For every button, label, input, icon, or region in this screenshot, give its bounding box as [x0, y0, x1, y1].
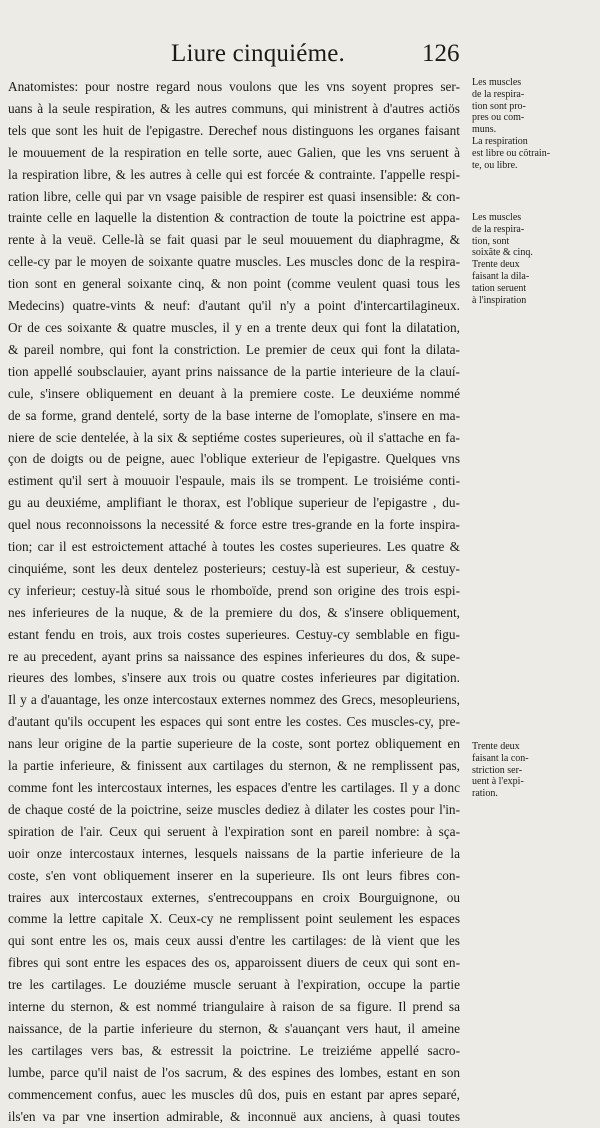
- marginal-note-line: faisant la dila-: [472, 270, 530, 282]
- text-line: le mouuement de la respiration en telle sorte, auec Galien, que les vns seruent à: [8, 144, 460, 160]
- marginal-note-line: tation seruent: [472, 282, 527, 294]
- marginal-note-line: striction ser-: [472, 764, 523, 776]
- marginal-note-line: Les muscles: [472, 77, 522, 88]
- running-title: Liure cinquiéme.: [171, 40, 345, 67]
- text-line: tion appellé soubsclauier, ayant prins naissance de la partie interieure de la clauí-: [8, 363, 460, 379]
- marginal-note-line: est libre ou cötrain-: [472, 147, 551, 159]
- marginal-note-line: muns.: [472, 124, 497, 136]
- text-line: tion; car il est estroictement attaché à toutes les costes superieures. Les quatre &: [8, 539, 460, 555]
- text-line: coste, s'en vont obliquement inserer en la superieure. Ils ont leurs fibres con-: [8, 867, 460, 883]
- text-line: rieures des lombes, s'insere aux trois ou quatre costes inferieures par digitation.: [8, 670, 460, 686]
- text-line: ils'en va par vne insertion admirable, & inconnuë aux anciens, à quasi toutes: [8, 1108, 460, 1124]
- text-line: cy inferieur; cestuy-là situé sous le rhomboïde, prend son origine des trois espi-: [8, 582, 460, 598]
- marginal-note-line: te, ou libre.: [472, 159, 518, 171]
- text-line: lumbe, parce qu'il naist de l'os sacrum, & des espines des lombes, estant en son: [8, 1064, 460, 1080]
- text-line: çon de doigts ou de peigne, auec l'oblique exterieur de l'epigastre. Quelques vns: [8, 451, 460, 467]
- text-line: spiration de l'air. Ceux qui seruent à l'expiration sont en pareil nombre: à sça-: [8, 823, 460, 839]
- marginal-note-line: Trente deux: [472, 741, 520, 752]
- text-line: les cartilages vers bas, & estressit la poictrine. Le treiziéme appellé sacro-: [8, 1042, 460, 1058]
- marginal-note-line: La respiration: [472, 135, 528, 147]
- text-line: naissance, de la partie inferieure du sternon, & s'auançant vers haut, il ameine: [8, 1020, 460, 1036]
- marginal-note: [472, 77, 596, 171]
- text-line: commencement confus, auec les muscles dû dos, puis en estant par apres separé,: [8, 1086, 460, 1102]
- text-line: de sa forme, grand dentelé, sorty de la base interne de l'omoplate, s'insere en ma-: [8, 407, 460, 423]
- text-line: nes inferieures de la nuque, & de la premiere du dos, & s'insere obliquement,: [8, 604, 460, 620]
- marginal-note-line: de la respira-: [472, 88, 525, 100]
- text-line: uans à la seule respiration, & les autres communs, qui ministrent à d'autres actiös: [8, 100, 460, 116]
- text-line: re au precedent, ayant prins sa naissance des espines inferieures du dos, & supe-: [8, 648, 460, 664]
- text-line: & pareil nombre, qui font la constriction. Le premier de ceux qui font la dilata-: [8, 341, 460, 357]
- text-line: nans leur origine de la partie superieure de la coste, sont portez obliquement en: [8, 736, 460, 752]
- text-line: tion sont en general soixante cinq, & non point (comme veulent quasi tous les: [8, 276, 460, 292]
- marginal-note-line: Les muscles: [472, 212, 522, 223]
- text-line: la partie inferieure, & finissent aux cartilages du sternon, & ne remplissent pas,: [8, 758, 460, 774]
- marginal-note-line: de la respira-: [472, 223, 525, 235]
- text-line: cule, s'insere obliquement en deuant à la premiere coste. Le deuxiéme nommé: [8, 385, 460, 401]
- marginal-note-line: tion sont pro-: [472, 100, 526, 112]
- text-line: tre les cartilages. Le douziéme muscle seruant à l'expiration, occupe la partie: [8, 977, 460, 993]
- main-text-block: [8, 76, 460, 1128]
- text-line: Medecins) quatre-vints & neuf: d'autant qu'il n'y a point d'intercartilagineux.: [8, 298, 460, 314]
- text-line: trainte celle en laquelle la distention & contraction de toute la poictrine est appa-: [8, 210, 460, 226]
- page-header: [0, 40, 600, 74]
- text-line: niere de scie dentelée, à la six & septiéme costes superieures, où il s'attache en fa-: [8, 429, 460, 445]
- text-line: Or de ces soixante & quatre muscles, il y en a trente deux qui font la dilatation,: [8, 319, 460, 335]
- marginal-note-line: soixãte & cinq.: [472, 247, 533, 259]
- marginal-note: [472, 212, 596, 306]
- page-number: 126: [422, 40, 460, 67]
- marginal-note-line: faisant la con-: [472, 752, 529, 764]
- text-line: de chaque costé de la poictrine, seize muscles dediez à dilater les costes pour l'in-: [8, 801, 460, 817]
- text-line: comme font les intercostaux internes, les espaces d'entre les cartilages. Il y a donc: [8, 780, 460, 795]
- marginal-note-line: pres ou com-: [472, 112, 525, 124]
- text-line: estant fendu en trois, aux trois costes superieures. Cestuy-cy semblable en figu-: [8, 626, 460, 642]
- text-line: Anatomistes: pour nostre regard nous voulons que les vns soyent propres ser-: [8, 79, 460, 94]
- marginal-note: [472, 741, 596, 800]
- text-line: interne du sternon, & est nommé triangulaire à raison de sa figure. Il prend sa: [8, 999, 460, 1015]
- marginal-note-line: ration.: [472, 788, 498, 800]
- text-line: quel nous reconnoissons la necessité & force estre tres-grande en la forte inspira-: [8, 517, 460, 533]
- text-line: fibres qui sont entre les espaces des os, apparoissent diuers de ceux qui sont en-: [8, 955, 460, 971]
- marginal-note-line: à l'inspiration: [472, 294, 527, 306]
- text-line: ration libre, celle qui par vn vsage paisible de respirer est quasi insensible: & con-: [8, 188, 460, 204]
- text-line: d'autant qu'ils occupent les espaces qui sont entre les costes. Ces muscles-cy, pre-: [8, 714, 460, 730]
- marginal-note-line: tion, sont: [472, 235, 510, 247]
- text-line: qui sont entre les os, mais ceux aussi d'entre les cartilages: de là vient que les: [8, 933, 460, 949]
- text-line: uoir onze intercostaux internes, lesquels naissans de la partie inferieure de la: [8, 845, 460, 861]
- text-line: estiment qu'il sert à mouuoir l'espaule, mais ils se trompent. Le troisiéme conti-: [8, 473, 460, 489]
- text-line: rente à la veuë. Celle-là se fait quasi par le seul mouuement du diaphragme, &: [8, 232, 460, 248]
- text-line: traires aux intercostaux externes, s'entrecouppans en croix Bourguignone, ou: [8, 889, 460, 905]
- text-line: comme la lettre capitale X. Ceux-cy ne remplissent point seulement les espaces: [8, 911, 460, 927]
- text-line: tels que sont les huit de l'epigastre. Derechef nous distinguons les organes faisant: [8, 122, 460, 138]
- text-line: la respiration libre, & les autres à celle qui est forcée & contrainte. I'appelle respi-: [8, 166, 460, 182]
- text-line: Il y a d'auantage, les onze intercostaux externes nommez des Grecs, mesopleuriens,: [8, 692, 460, 708]
- text-line: gu au deuxiéme, amplifiant le thorax, est l'oblique superieur de l'epigastre , du-: [8, 495, 460, 511]
- marginal-note-line: uent à l'expi-: [472, 776, 524, 788]
- text-line: celle-cy par le moyen de soixante quatre muscles. Les muscles donc de la respira-: [8, 254, 460, 270]
- text-line: cinquiéme, sont les deux dentelez posterieurs; cestuy-là est superieur, & cestuy-: [8, 560, 460, 576]
- marginal-note-line: Trente deux: [472, 259, 520, 271]
